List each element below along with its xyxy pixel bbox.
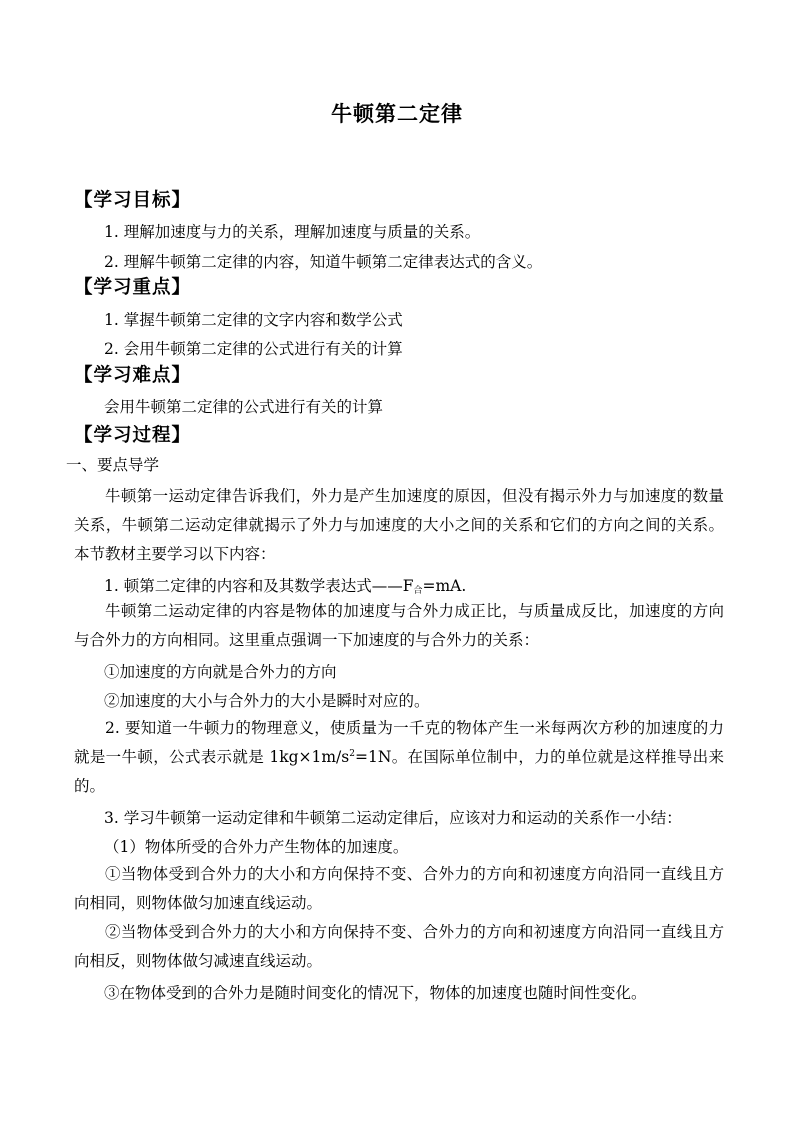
section-heading-process: 【学习过程】: [74, 425, 192, 446]
section-heading-key-points: 【学习重点】: [74, 277, 192, 298]
point-2-superscript: 2: [349, 748, 355, 759]
case-2: ②当物体受到合外力的大小和方向保持不变、合外力的方向和初速度方向沿同一直线且方向相反，则物体做匀减速直线运动。: [74, 923, 724, 970]
point-3: 3. 学习牛顿第一运动定律和牛顿第二运动定律后，应该对力和运动的关系作一小结：: [104, 809, 682, 827]
point-2-text: 2. 要知道一牛顿力的物理意义，使质量为一千克的物体产生一米每两次方秒的加速度的力就是一牛顿，公式表示就是 1kg×1m/s: [74, 719, 724, 766]
section-heading-difficulty: 【学习难点】: [74, 365, 192, 386]
section-heading-goals: 【学习目标】: [74, 190, 192, 211]
point-1-detail: 牛顿第二运动定律的内容是物体的加速度与合外力成正比，与质量成反比，加速度的方向与合外力的方向相同。这里重点强调一下加速度的与合外力的关系：: [74, 602, 724, 649]
circle-item-1: ①加速度的方向就是合外力的方向: [104, 663, 337, 681]
key-point-item-2: 2. 会用牛顿第二定律的公式进行有关的计算: [104, 340, 403, 358]
case-3: ③在物体受到的合外力是随时间变化的情况下，物体的加速度也随时间性变化。: [104, 984, 647, 1002]
goal-item-1: 1. 理解加速度与力的关系，理解加速度与质量的关系。: [104, 223, 481, 241]
point-1-formula-tail: =mA.: [422, 577, 467, 595]
point-1-text: 1. 顿第二定律的内容和及其数学表达式——F: [104, 577, 414, 595]
circle-item-2: ②加速度的大小与合外力的大小是瞬时对应的。: [104, 692, 430, 710]
process-subheading: 一、要点导学: [66, 456, 160, 474]
goal-item-2: 2. 理解牛顿第二定律的内容，知道牛顿第二定律表达式的含义。: [104, 253, 543, 271]
document-title: 牛顿第二定律: [331, 101, 463, 126]
case-1: ①当物体受到合外力的大小和方向保持不变、合外力的方向和初速度方向沿同一直线且方向相同，则物体做匀加速直线运动。: [74, 865, 724, 912]
key-point-item-1: 1. 掌握牛顿第二定律的文字内容和数学公式: [104, 311, 403, 329]
point-3-sub-1: （1）物体所受的合外力产生物体的加速度。: [104, 838, 409, 856]
point-2: [74, 714, 724, 801]
point-1-subscript: 合: [413, 586, 423, 596]
intro-paragraph: 牛顿第一运动定律告诉我们，外力是产生加速度的原因，但没有揭示外力与加速度的数量关系，牛顿第二运动定律就揭示了外力与加速度的大小之间的关系和它们的方向之间的关系。本节教材主要学习以下内容：: [74, 487, 724, 563]
difficulty-text: 会用牛顿第二定律的公式进行有关的计算: [104, 398, 384, 416]
point-2-text-tail: =1N。在国际单位制中，力的单位就是这样推导出来的。: [74, 748, 724, 795]
